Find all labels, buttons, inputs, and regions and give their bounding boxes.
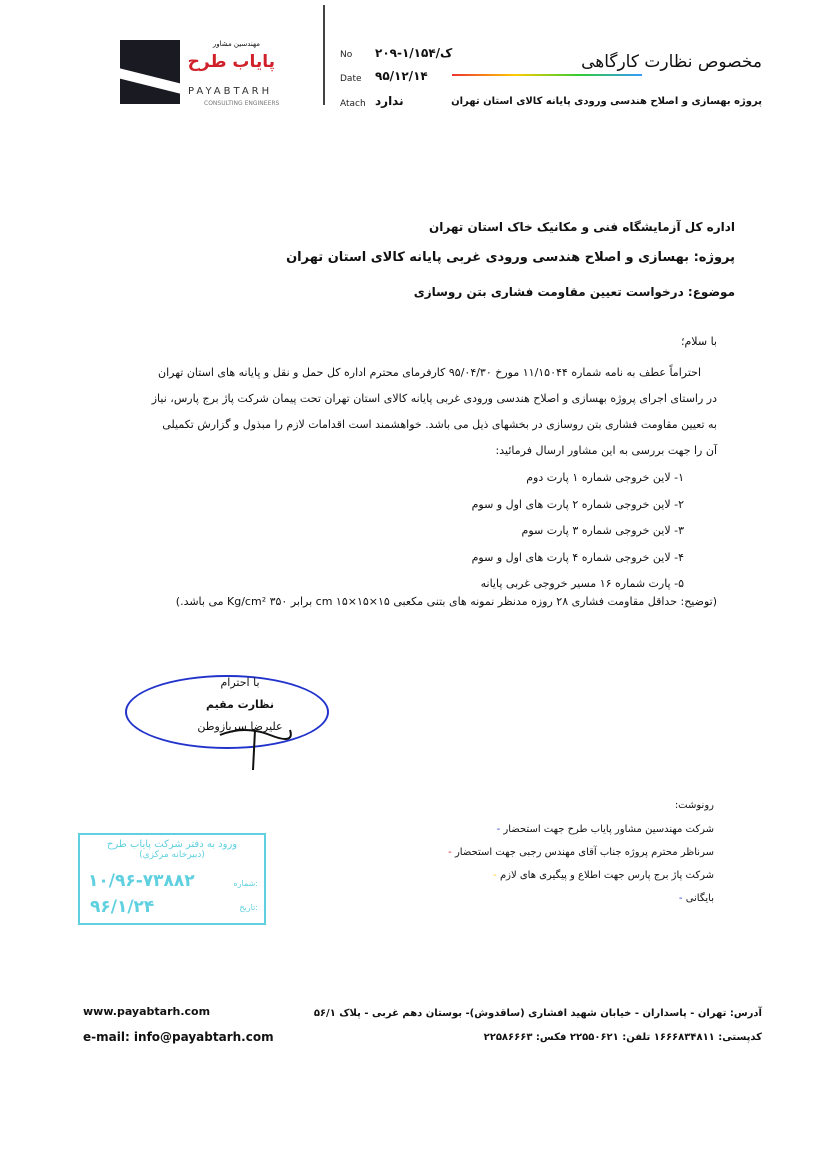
signer-name: علیرضا سربازوطن [197,720,283,733]
payabtarh-logo [120,40,180,104]
header-divider [323,5,325,105]
stamp-number-label: شماره: [233,879,258,888]
attach-label: Atach [340,99,366,109]
header-title: مخصوص نظارت کارگاهی [581,52,762,72]
list-item: ۳- لاین خروجی شماره ۳ پارت سوم [521,524,684,537]
company-name-en: PAYABTARH [188,86,273,97]
no-value: ۲۰۹-۱/ک/۱۵۴ [375,46,453,60]
no-label: No [340,50,353,60]
body-line: آن را جهت بررسی به این مشاور ارسال فرمائید: [495,444,717,457]
footer-address: آدرس: تهران - پاسداران - خیابان شهید افشاری (ساقدوش)- بوستان دهم غربی - پلاک ۵۶/۱ [313,1008,762,1019]
list-item: ۴- لاین خروجی شماره ۴ پارت های اول و سوم [471,550,684,564]
cc-list [448,818,714,910]
body-paragraph [127,360,717,464]
list-item: ۱- لاین خروجی شماره ۱ پارت دوم [526,471,684,484]
header-project: پروژه بهسازی و اصلاح هندسی ورودی پایانه کالای استان تهران [451,96,762,107]
cc-item: سرناظر محترم پروژه جناب آقای مهندس رجبی جهت استحضار - [448,847,714,858]
company-name-fa: پایاب طرح [187,52,275,72]
attach-value: ندارد [375,94,404,108]
title-underline [452,74,642,76]
company-sub: CONSULTING ENGINEERS [204,100,280,107]
list-item: ۲- لاین خروجی شماره ۲ پارت های اول و سوم [471,497,684,511]
greeting: با سلام؛ [681,335,717,348]
subject-line: موضوع: درخواست تعیین مقاومت فشاری بتن روسازی [413,285,735,299]
stamp-number: ۱۰/۹۶-۷۳۸۸۲ [88,871,195,891]
item-list [472,465,684,598]
project-line: پروژه: بهسازی و اصلاح هندسی ورودی غربی پایانه کالای استان تهران [286,250,735,265]
handwritten-signature [215,715,295,775]
stamp-line1: ورود به دفتر شرکت پایاب طرح [106,839,238,850]
company-small: مهندسین مشاور [212,40,260,48]
received-stamp [78,833,266,925]
cc-item: بایگانی - [678,893,714,904]
footer-contact: کدپستی: ۱۶۶۶۸۳۴۸۱۱ تلفن: ۲۲۵۵۰۶۲۱ فکس: ۲۲۵۸۶۶۶۳ [483,1032,762,1043]
date-label: Date [340,74,362,84]
body-line: احتراماً عطف به نامه شماره ۱۱/۱۵۰۴۴ مورخ ۹۵/۰۴/۳۰ کارفرمای محترم اداره کل حمل و نقل و پایانه های استان تهران [158,366,701,379]
signer-role: نظارت مقیم [205,698,275,711]
list-item: ۵- پارت شماره ۱۶ مسیر خروجی غربی پایانه [480,577,684,590]
footer-website[interactable]: www.payabtarh.com [83,1005,211,1018]
date-value: ۹۵/۱۲/۱۴ [375,69,428,83]
stamp-date: ۹۶/۱/۲۴ [90,897,155,917]
stamp-date-label: تاریخ: [239,903,258,912]
footer-email[interactable]: e-mail: info@payabtarh.com [83,1030,274,1044]
stamp-line2: (دبیرخانه مرکزی) [139,850,205,860]
cc-item: شرکت مهندسین مشاور پایاب طرح جهت استحضار - [496,824,714,835]
addressee: اداره کل آزمایشگاه فنی و مکانیک خاک استان تهران [429,220,735,234]
cc-item: شرکت پاژ برج پارس جهت اطلاع و پیگیری های لازم - [493,870,714,881]
closing: با احترام [220,676,260,689]
body-line: در راستای اجرای پروژه بهسازی و اصلاح هندسی ورودی غربی پایانه کالای استان تهران تحت پیمان شرکت پاژ برج پارس، نیاز [151,392,717,405]
body-line: به تعیین مقاومت فشاری بتن روسازی در بخشهای ذیل می باشد. خواهشمند است اقدامات لازم را مبذول و گزارش تکمیلی [162,418,717,431]
note: (توضیح: حداقل مقاومت فشاری ۲۸ روزه مدنظر نمونه های بتنی مکعبی ۱۵×۱۵×۱۵ cm برابر ۳۵۰ Kg/cm² می باشد.) [175,595,717,608]
cc-label: رونوشت: [674,800,714,811]
